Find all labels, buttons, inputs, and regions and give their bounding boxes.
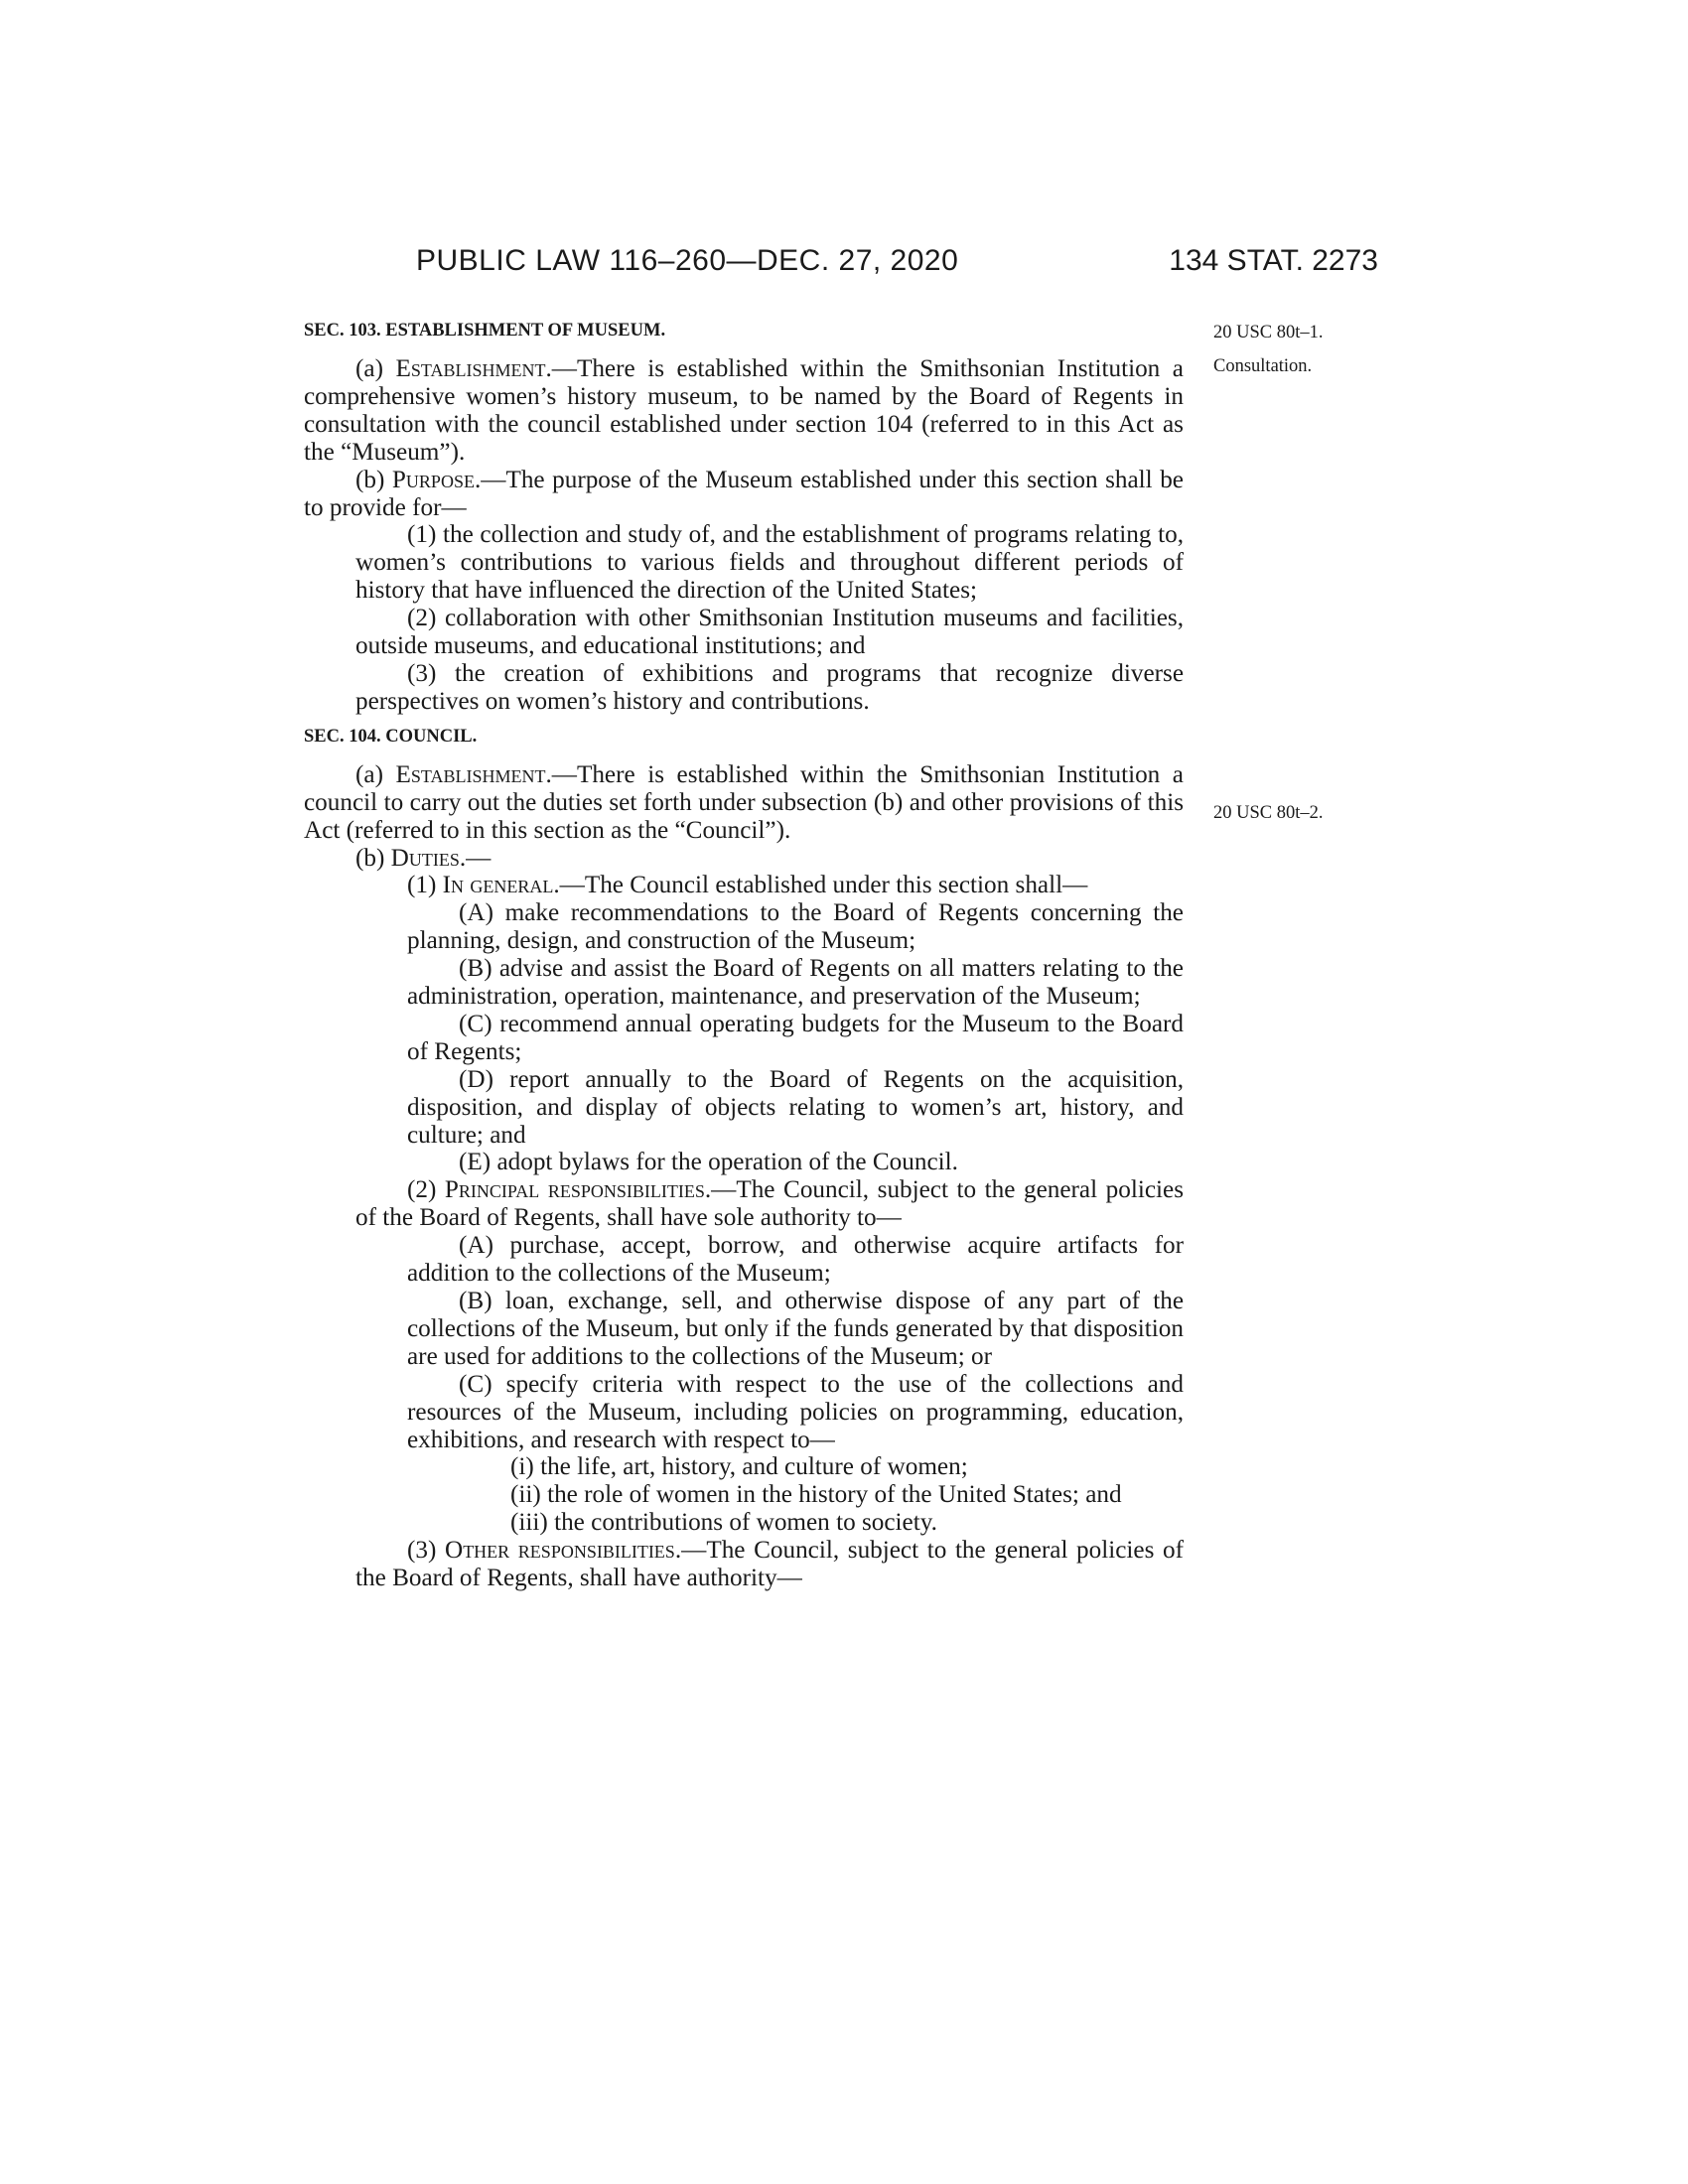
sec104-paragraph-1: (1) In general.—The Council established under this section shall— (407, 872, 1088, 899)
sec104-paragraph-3: (3) Other responsibilities.—The Council, subject to the general policies of the Board of Regents, shall have authority— (355, 1537, 1185, 1592)
paragraph-caption: Other responsibilities (445, 1537, 675, 1565)
sec103-subsection-b: (b) Purpose.—The purpose of the Museum established under this section shall be to provide for— (304, 466, 1184, 521)
paragraph-caption: In general (442, 872, 554, 899)
margin-citation-sec104: 20 USC 80t–2. (1213, 803, 1324, 823)
page-header (298, 244, 1378, 288)
margin-note-consultation: Consultation. (1213, 356, 1313, 376)
sec104-subparagraph-1B: (B) advise and assist the Board of Regents on all matters relating to the administration, operation, maintenance, and preservation of the Museum; (407, 955, 1184, 1011)
sec104-subparagraph-2C: (C) specify criteria with respect to the use of the collections and resources of the Museum, including policies on programming, education, exhibitions, and research with respect to— (407, 1370, 1184, 1453)
sec104-subsection-a: (a) Establishment.—There is established within the Smithsonian Institution a council to carry out the duties set forth under subsection (b) and other provisions of this Act (referred to in this section as the “Council”). (304, 760, 1184, 844)
sec104-clause-2Ci: (i) the life, art, history, and culture of women; (510, 1453, 968, 1481)
subsection-caption: Purpose (391, 466, 475, 493)
sec103-paragraph-2: (2) collaboration with other Smithsonian Institution museums and facilities, outside museums, and educational institutions; and (355, 605, 1184, 660)
law-title: PUBLIC LAW 116–260—DEC. 27, 2020 (416, 244, 959, 277)
sec104-subparagraph-2B: (B) loan, exchange, sell, and otherwise dispose of any part of the collections of the Museum, but only if the funds generated by that disposition are used for additions to the collections of the Museum; or (407, 1288, 1184, 1370)
sec104-clause-2Cii: (ii) the role of women in the history of the United States; and (510, 1481, 1122, 1509)
sec104-subsection-b: (b) Duties.— (355, 844, 492, 872)
subsection-caption: Establishment (395, 355, 546, 382)
sec103-paragraph-3: (3) the creation of exhibitions and programs that recognize diverse perspectives on women’s history and contributions. (355, 659, 1184, 715)
sec104-subparagraph-1A: (A) make recommendations to the Board of Regents concerning the planning, design, and construction of the Museum; (407, 899, 1184, 955)
section-104-heading: SEC. 104. COUNCIL. (304, 726, 478, 747)
subsection-caption: Duties (390, 844, 460, 872)
sec104-subparagraph-1E: (E) adopt bylaws for the operation of the Council. (459, 1149, 958, 1176)
document-body (304, 320, 1184, 1592)
sec104-subparagraph-1C: (C) recommend annual operating budgets for the Museum to the Board of Regents; (407, 1010, 1184, 1065)
sec104-subparagraph-1D: (D) report annually to the Board of Regents on the acquisition, disposition, and display of objects relating to women’s art, history, and culture; and (407, 1065, 1184, 1149)
subsection-caption: Establishment (395, 760, 546, 788)
sec103-subsection-a: (a) Establishment.—There is established within the Smithsonian Institution a comprehensive women’s history museum, to be named by the Board of Regents in consultation with the council established under section 104 (referred to in this Act as the “Museum”). (304, 355, 1184, 466)
paragraph-caption: Principal responsibilities (444, 1176, 705, 1204)
sec104-subparagraph-2A: (A) purchase, accept, borrow, and otherwise acquire artifacts for addition to the collections of the Museum; (407, 1232, 1184, 1288)
stat-page-number: 134 STAT. 2273 (1169, 244, 1378, 277)
section-103-heading: SEC. 103. ESTABLISHMENT OF MUSEUM. (304, 321, 666, 341)
sec104-paragraph-2: (2) Principal responsibilities.—The Council, subject to the general policies of the Board of Regents, shall have sole authority to— (355, 1176, 1184, 1232)
margin-citation-sec103: 20 USC 80t–1. (1213, 323, 1324, 342)
sec103-paragraph-1: (1) the collection and study of, and the establishment of programs relating to, women’s contributions to various fields and throughout different periods of history that have influenced the direction of the United States; (355, 521, 1184, 605)
sec104-clause-2Ciii: (iii) the contributions of women to society. (510, 1509, 937, 1537)
